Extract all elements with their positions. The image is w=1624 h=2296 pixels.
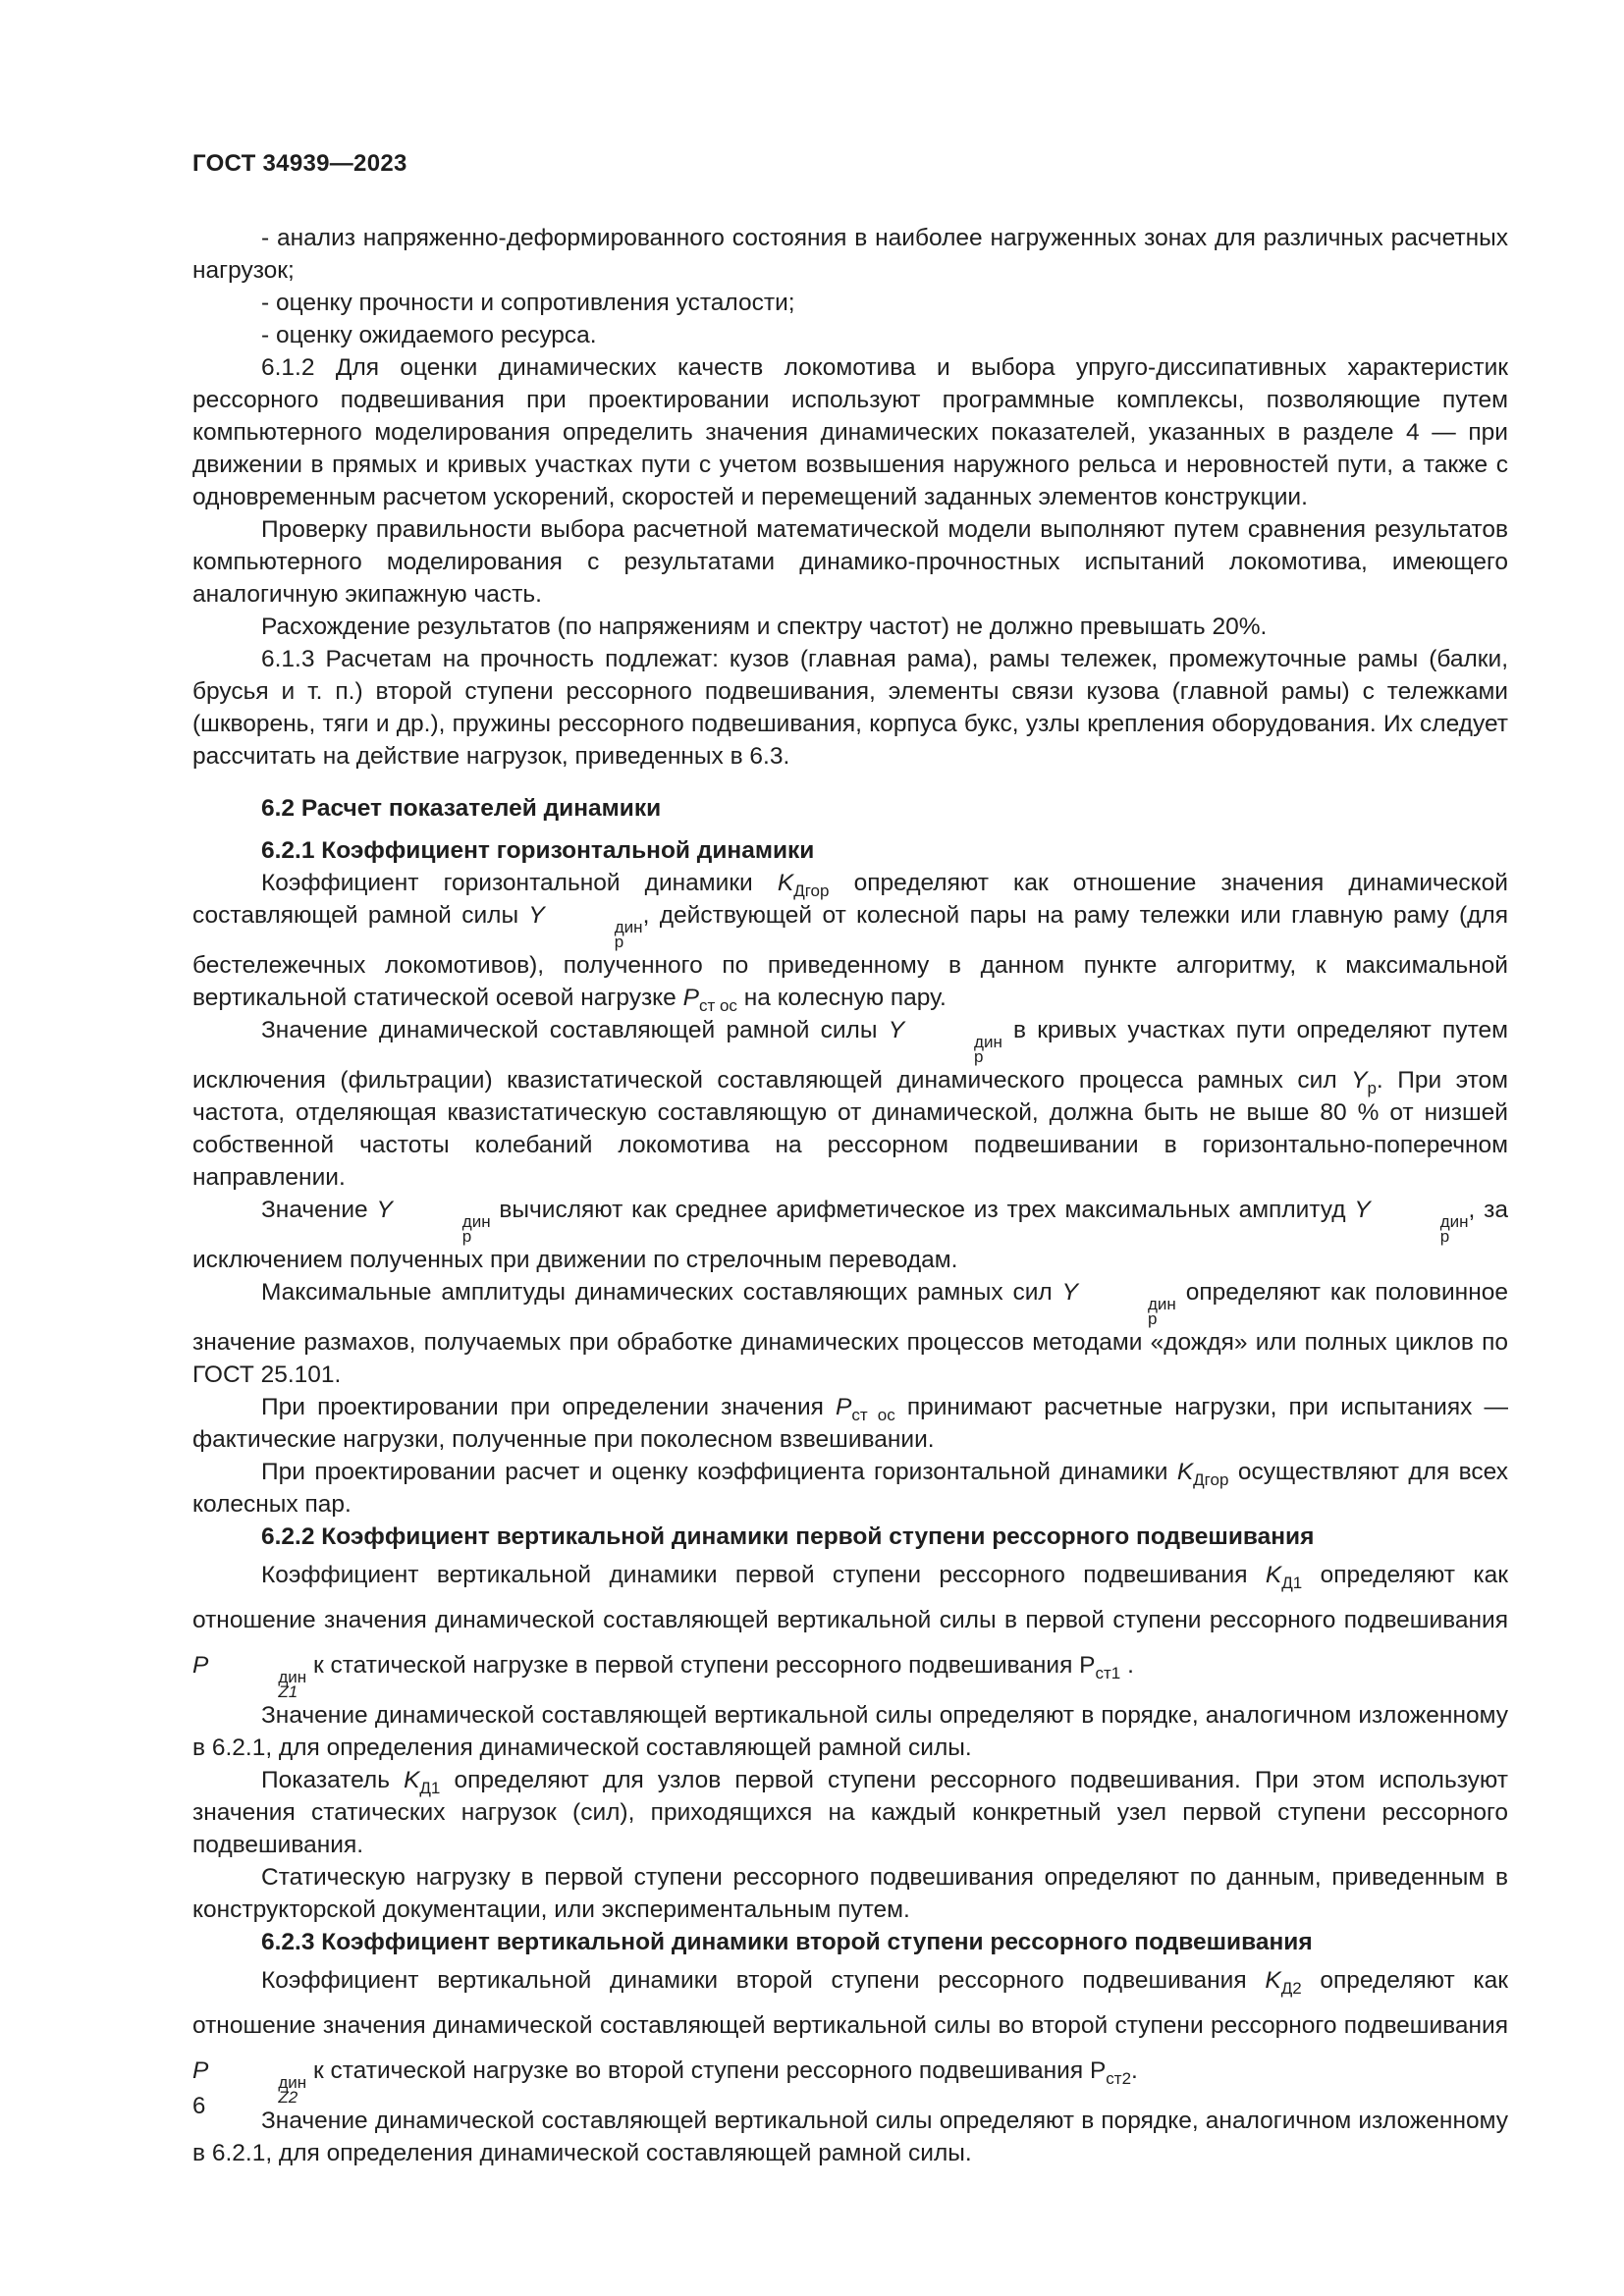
paragraph-6-2-1-amplitudes: Максимальные амплитуды динамических составляющих рамных сил Y дин р определяют как половинное значение размахов, получаемых при обработке динамических процессов методами «дождя» или полных циклов по ГОСТ 25.101. (192, 1279, 1508, 1388)
paragraph-6-2-2-order: Значение динамической составляющей вертикальной силы определяют в порядке, аналогичном изложенному в 6.2.1, для определения динамической составляющей рамной силы. (192, 1702, 1508, 1761)
paragraph-6-2-1-mean: Значение Y дин р вычисляют как среднее арифметическое из трех максимальных амплитуд Y дин р , за исключением полученных при движении по стрелочным переводам. (192, 1197, 1508, 1273)
paragraph-6-2-1-filtering: Значение динамической составляющей рамной силы Y дин р в кривых участках пути определяют путем исключения (фильтрации) квазистатической составляющей динамического процесса рамных сил $Y_р$. При этом частота, отделяющая квазистатическую составляющую от динамической, должна быть не выше 80 % от низшей собственной частоты колебаний локомотива на рессорном подвешивании в горизонтально-поперечном направлении. (192, 1017, 1508, 1191)
paragraph-6-2-2-definition: Коэффициент вертикальной динамики первой ступени рессорного подвешивания $K_{Д1}$ определяют как отношение значения динамической составляющей вертикальной силы в первой ступени рессорного подвешивания P дин Z1 к статической нагрузке в первой ступени рессорного подвешивания $P_{ст1}$ . (192, 1562, 1508, 1701)
paragraph-6-2-1-definition: Коэффициент горизонтальной динамики $K_{Дгор}$ определяют как отношение значения динамической составляющей рамной силы Y дин р , действующей от колесной пары на раму тележки или главную раму (для бестележечных локомотивов), полученного по приведенному в данном пункте алгоритму, к максимальной вертикальной статической осевой нагрузке $P_{ст ос}$ на колесную пару. (192, 870, 1508, 1015)
paragraph-6-2-1-loads: При проектировании при определении значения $P_{ст ос}$ принимают расчетные нагрузки, при испытаниях — фактические нагрузки, полученные при поколесном взвешивании. (192, 1394, 1509, 1453)
paragraph-6-2-3-order: Значение динамической составляющей вертикальной силы определяют в порядке, аналогичном изложенному в 6.2.1, для определения динамической составляющей рамной силы. (192, 2108, 1508, 2166)
paragraph-6-1-2: 6.1.2 Для оценки динамических качеств локомотива и выбора упруго-диссипативных характеристик рессорного подвешивания при проектировании используют программные комплексы, позволяющие путем компьютерного моделирования определить значения динамических показателей, указанных в разделе 4 — при движении в прямых и кривых участках пути с учетом возвышения наружного рельса и неровностей пути, а также с одновременным расчетом ускорений, скоростей и перемещений заданных элементов конструкции. (192, 354, 1508, 510)
paragraph-6-1-3: 6.1.3 Расчетам на прочность подлежат: кузов (главная рама), рамы тележек, промежуточные рамы (балки, брусья и т. п.) второй ступени рессорного подвешивания, элементы связи кузова (главной рамы) с тележками (шкворень, тяги и др.), пружины рессорного подвешивания, корпуса букс, узлы крепления оборудования. Их следует рассчитать на действие нагрузок, приведенных в 6.3. (192, 646, 1508, 770)
list-item: - оценку ожидаемого ресурса. (261, 322, 597, 348)
subsection-heading-6-2-1: 6.2.1 Коэффициент горизонтальной динамики (261, 837, 815, 864)
page-content (192, 222, 1508, 2169)
paragraph-divergence: Расхождение результатов (по напряжениям и спектру частот) не должно превышать 20%. (261, 614, 1268, 640)
page-number: 6 (192, 2093, 206, 2119)
paragraph-6-2-2-indicator: Показатель $K_{Д1}$ определяют для узлов первой ступени рессорного подвешивания. При этом используют значения статических нагрузок (сил), приходящихся на каждый конкретный узел первой ступени рессорного подвешивания. (192, 1767, 1508, 1858)
paragraph-6-2-2-static-load: Статическую нагрузку в первой ступени рессорного подвешивания определяют по данным, приведенным в конструкторской документации, или экспериментальным путем. (192, 1864, 1508, 1923)
section-heading-6-2: 6.2 Расчет показателей динамики (261, 795, 662, 822)
paragraph-6-2-1-all-pairs: При проектировании расчет и оценку коэффициента горизонтальной динамики $K_{Дгор}$ осуществляют для всех колесных пар. (192, 1459, 1508, 1518)
list-item: - анализ напряженно-деформированного состояния в наиболее нагруженных зонах для различных расчетных нагрузок; (192, 225, 1508, 284)
subsection-heading-6-2-3: 6.2.3 Коэффициент вертикальной динамики второй ступени рессорного подвешивания (261, 1929, 1313, 1955)
paragraph-6-2-3-definition: Коэффициент вертикальной динамики второй ступени рессорного подвешивания $K_{Д2}$ определяют как отношение значения динамической составляющей вертикальной силы во второй ступени рессорного подвешивания P дин Z2 к статической нагрузке во второй ступени рессорного подвешивания $P_{ст2}$. (192, 1967, 1508, 2107)
paragraph-model-check: Проверку правильности выбора расчетной математической модели выполняют путем сравнения результатов компьютерного моделирования с результатами динамико-прочностных испытаний локомотива, имеющего аналогичную экипажную часть. (192, 516, 1508, 608)
subsection-heading-6-2-2: 6.2.2 Коэффициент вертикальной динамики первой ступени рессорного подвешивания (261, 1523, 1315, 1550)
document-header: ГОСТ 34939—2023 (192, 150, 407, 177)
list-item: - оценку прочности и сопротивления усталости; (261, 290, 795, 316)
